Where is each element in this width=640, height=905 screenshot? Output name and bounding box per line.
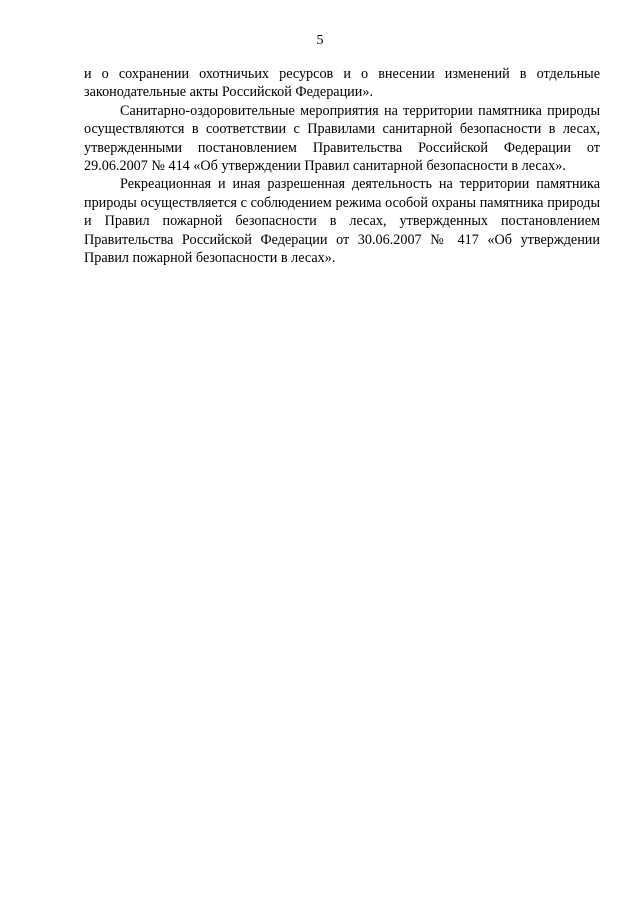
paragraph-recreational-activity: Рекреационная и иная разрешенная деятельность на территории памятника природы осуществляется с соблюдением режима особой охраны памятника природы и Правил пожарной безопасности в лесах, утвержденных постановлением Правительства Российской Федерации от 30.06.2007 № 417 «Об утверждении Правил пожарной безопасности в лесах». xyxy=(84,176,600,267)
document-body xyxy=(84,65,600,267)
page-number: 5 xyxy=(316,33,324,48)
paragraph-continuation: и о сохранении охотничьих ресурсов и о внесении изменений в отдельные законодательные акты Российской Федерации». xyxy=(84,66,600,101)
paragraph-sanitary-measures: Санитарно-оздоровительные мероприятия на территории памятника природы осуществляются в соответствии с Правилами санитарной безопасности в лесах, утвержденными постановлением Правительства Российской Федерации от 29.06.2007 № 414 «Об утверждении Правил санитарной безопасности в лесах». xyxy=(84,102,600,175)
